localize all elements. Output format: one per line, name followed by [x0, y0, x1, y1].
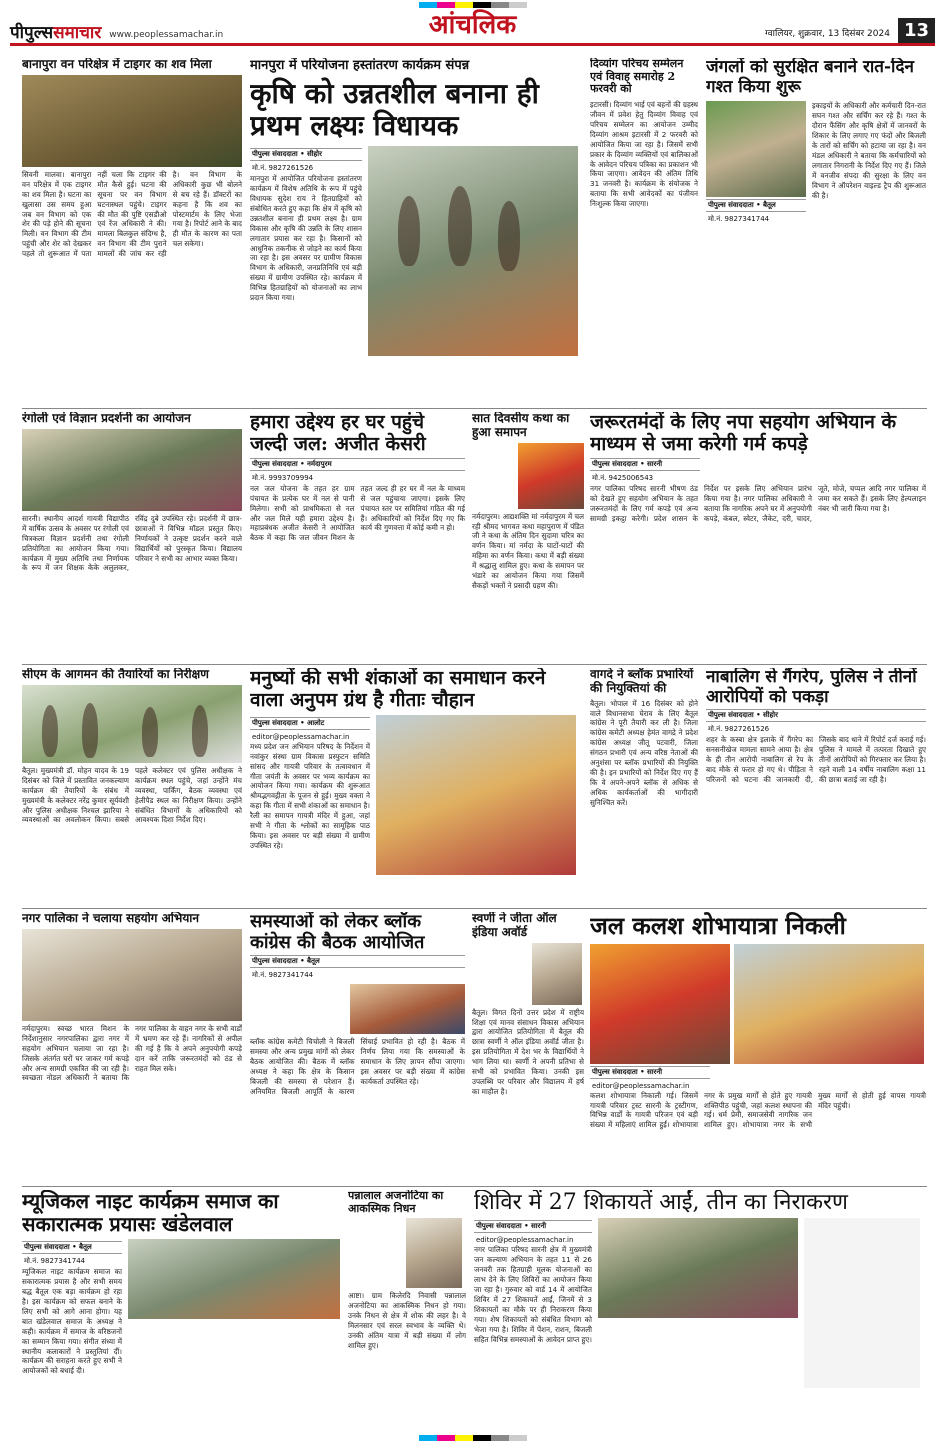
newspaper-logo[interactable]: पीपुल्ससमाचार	[10, 23, 102, 43]
article-nidhan	[348, 1190, 466, 1420]
article-body: ब्लॉक कांग्रेस कमेटी चिचोली ने बिजली समस्या और अन्य प्रमुख मांगों को लेकर बैठक आयोजित की। बैठक में ब्लॉक अध्यक्ष ने कहा कि क्षेत्र के किसान बिजली की समस्या से परेशान हैं। अनियमित बिजली आपूर्ति के कारण सिंचाई प्रभावित हो रही है। बैठक में निर्णय लिया गया कि समस्याओं के समाधान के लिए ज्ञापन सौंपा जाएगा। इस अवसर पर बड़ी संख्या में कांग्रेस कार्यकर्ता उपस्थित रहे।	[250, 1037, 465, 1097]
headline: हमारा उद्देश्य हर घर पहुंचे जल्दी जल: अजीत केसरी	[250, 412, 426, 455]
article-body: नल जल योजना के तहत हर ग्राम पंचायत के प्रत्येक घर में नल से पानी मिलेगा। सभी को प्राथमिकता से नल और जल मिले यही हमारा उद्देश्य है। महाप्रबंधक अजीत केसरी ने आयोजित बैठक में कहा कि जल जीवन मिशन के तहत जल्द ही हर घर में नल के माध्यम से जल पहुंचाया जाएगा। इसके लिए पंचायत स्तर पर समितियां गठित की गई हैं। अधिकारियों को निर्देश दिए गए कि कार्य की गुणवत्ता में कोई कमी न हो।	[250, 483, 465, 543]
article-body: नगर पालिका परिषद सारनी क्षेत्र में मुख्यमंत्री जन कल्याण अभियान के तहत 11 से 26 जनवरी तक हितग्राही मूलक योजनाओं का लाभ देने के लिए शिविरों का आयोजन किया जा रहा है। गुरुवार को वार्ड 14 में आयोजित शिविर में 27 शिकायतें आईं, जिनमें से 3 शिकायतों का मौके पर ही निराकरण किया गया। शेष शिकायतों को संबंधित विभाग को भेजा गया है। शिविर में पेंशन, राशन, बिजली सहित विभिन्न समस्याओं के आवेदन प्राप्त हुए।	[474, 1245, 592, 1344]
kicker: मानपुरा में परियोजना हस्तांतरण कार्यक्रम संपन्न	[250, 58, 470, 73]
rally-photo	[376, 715, 576, 875]
print-registration-marks-bottom	[0, 1435, 945, 1443]
article-body: शहर के कस्बा क्षेत्र इलाके में गैंगरेप का सनसनीखेज मामला सामने आया है। क्षेत्र के ही तीन आरोपी नाबालिग से रेप के बाद मौके से फरार हो गए थे। पीड़िता ने परिजनों को घटना की जानकारी दी, जिसके बाद थाने में रिपोर्ट दर्ज कराई गई। पुलिस ने मामले में तत्परता दिखाते हुए तीनों आरोपियों को गिरफ्तार कर लिया है। रहने वाली 14 वर्षीय नाबालिग कक्षा 11 की छात्रा बताई जा रही है।	[706, 735, 926, 784]
procession-photo-2	[734, 944, 924, 1064]
article-prabhari	[590, 668, 698, 904]
byline: पीपुल्स संवाददाता • सीहोर	[250, 148, 362, 161]
event-photo	[368, 146, 578, 356]
headline: नाबालिग से गैंगरेप, पुलिस ने तीनों आरोपियों को पकड़ा	[706, 668, 917, 707]
mobile-number: मो.नं. 9827341744	[708, 215, 770, 224]
headline: समस्याओं को लेकर ब्लॉक कांग्रेस की बैठक आयोजित	[250, 912, 425, 953]
winner-photo	[532, 943, 582, 1005]
article-kalash	[590, 912, 926, 1182]
article-kapde	[590, 412, 926, 660]
camp-photo	[598, 1218, 798, 1318]
byline: पीपुल्स संवाददाता • सारनी	[590, 1066, 710, 1079]
article-body: मानपुरा में आयोजित परियोजना हस्तांतरण कार्यक्रम में विशेष अतिथि के रूप में पहुंचे विधायक सुदेश राय ने हितग्राहियों को संबोधित करते हुए कहा कि क्षेत्र में कृषि को उन्नतशील बनाना ही प्रथम लक्ष्य है। ग्राम विकास और कृषि की उन्नति के लिए शासन लगातार प्रयास कर रहा है। किसानों को आधुनिक तकनीक से जोड़ने का कार्य किया जा रहा है। इस अवसर पर ग्रामीण विकास विभाग के अधिकारी, जनप्रतिनिधि एवं बड़ी संख्या में ग्रामीण उपस्थित रहे। कार्यक्रम में विभिन्न हितग्राहियों को योजनाओं का लाभ प्रदान किया गया।	[250, 173, 362, 303]
article-forest	[706, 58, 926, 404]
headline: शिविर में 27 शिकायतें आईं, तीन का निराकरण	[474, 1190, 848, 1215]
byline: पीपुल्स संवाददाता • बैतूल	[22, 1241, 122, 1254]
byline: पीपुल्स संवाददाता • बैतूल	[706, 199, 806, 212]
mobile-number: मो.नं. 9425006543	[592, 473, 654, 482]
headline: मनुष्यों की सभी शंकाओं का समाधान करने वाला अनुपम ग्रंथ है गीताः चौहान	[250, 668, 546, 711]
forest-patrol-photo	[706, 101, 806, 197]
article-body: बैतूल। विगत दिनों उत्तर प्रदेश में राष्ट्रीय शिक्षा एवं मानव संसाधन विकास अभियान द्वारा आयोजित प्रतियोगिता में बैतूल की छात्रा स्वर्णी ने ऑल इंडिया अवॉर्ड जीता है। इस प्रतियोगिता में देश भर के विद्यार्थियों ने भाग लिया था। स्वर्णी ने अपनी प्रतिभा से सभी को प्रभावित किया। उनकी इस उपलब्धि पर परिवार और विद्यालय में हर्ष का माहौल है।	[472, 1007, 584, 1097]
mobile-number: मो.नं. 9827341744	[252, 971, 314, 980]
campaign-photo	[22, 929, 242, 1021]
musical-night-photo	[128, 1239, 340, 1319]
article-divyang	[590, 58, 698, 404]
article-body: सारनी। स्थानीय आदर्श गायत्री विद्यापीठ में वार्षिक उत्सव के अवसर पर रंगोली एवं चित्रकला विज्ञान प्रदर्शनी तथा रंगोली प्रतियोगिता का आयोजन किया गया। कार्यक्रम में मुख्य अतिथि तथा निर्णायक के रूप में जन शिक्षक केके अलुलकर, रविंद्र दुबे उपस्थित रहे। प्रदर्शनी में छात्र-छात्राओं ने विभिन्न मॉडल प्रस्तुत किए। निर्णायकों ने उत्कृष्ट प्रदर्शन करने वाले विद्यार्थियों को पुरस्कृत किया। विद्यालय परिवार ने सभी का आभार व्यक्त किया।	[22, 513, 242, 573]
article-congress	[250, 912, 465, 1182]
article-cm	[22, 668, 242, 904]
article-body: इटारसी। दिव्यांग भाई एवं बहनों की ग्रहस्थ जीवन में प्रवेश हेतु दिव्यांग विवाह एवं परिचय सम्मेलन का आयोजन उम्मीद दिव्यांग आश्रम इटारसी में 2 फरवरी को आयोजित किया जा रहा है। जिसमें सभी प्रकार के दिव्यांग व्यक्तियों एवं बालिकाओं के आवेदन परिचय पत्रिका का प्रकाशन भी किया जाएगा। आवेदन की अंतिम तिथि 31 जनवरी है। कार्यक्रम के संयोजक ने बताया कि सभी आवेदकों का पंजीयन निःशुल्क किया जाएगा।	[590, 99, 698, 209]
article-body: नर्मदापुरम। आद्यशक्ति मां नर्मदापुरम में चल रही श्रीमद भागवत कथा महापुराण में पंडित जी ने कथा के अंतिम दिन सुदामा चरित्र का वर्णन किया। मां नर्मदा के घाटों-घाटों की महिमा का वर्णन किया। कथा में बड़ी संख्या में श्रद्धालु शामिल हुए। कथा के समापन पर भंडारे का आयोजन किया गया जिसमें सैकड़ों भक्तों ने प्रसादी ग्रहण की।	[472, 511, 584, 591]
email[interactable]: editor@peoplessamachar.in	[476, 1236, 574, 1245]
headline: जंगलों को सुरक्षित बनाने रात-दिन गश्त किया शुरू	[706, 58, 914, 97]
article-jal	[250, 412, 465, 660]
obituary-photo	[406, 1218, 462, 1288]
article-musical	[22, 1190, 342, 1420]
dateline: ग्वालियर, शुक्रवार, 13 दिसंबर 2024	[765, 29, 890, 39]
inspection-photo	[22, 685, 242, 763]
meeting-photo	[350, 984, 465, 1034]
article-gangrape	[706, 668, 926, 904]
article-award	[472, 912, 584, 1182]
byline: पीपुल्स संवाददाता • सारनी	[474, 1220, 592, 1233]
article-body: मध्य प्रदेश जन अभियान परिषद के निर्देशन में नवांकुर संस्था ग्राम विकास प्रस्फुटन समिति सांसद और गायत्री परिवार के तत्वावधान में गीता जयंती के अवसर पर भव्य कार्यक्रम का आयोजन किया गया। कार्यक्रम की शुरूआत श्रीमद्भगवद्गीता के पूजन से हुई। मुख्य वक्ता ने कहा कि गीता में सभी शंकाओं का समाधान है। रैली का समापन गायत्री मंदिर में हुआ, जहां सभी ने गीता के श्लोकों का सामूहिक पाठ किया। इस अवसर पर बड़ी संख्या में ग्रामीण उपस्थित रहे।	[250, 741, 370, 851]
article-body: नगर पालिका परिषद सारनी भीषण ठंड को देखते हुए सहयोग अभियान के तहत जरूरतमंदों के लिए गर्म कपड़े एवं अन्य सामग्री इकट्ठा करेगी। प्रदेश शासन के निर्देश पर इसके लिए अभियान प्रारंभ किया गया है। नगर पालिका अधिकारी ने बताया कि नागरिक अपने घर में अनुपयोगी कपड़े, कंबल, स्वेटर, जैकेट, दरी, चादर, जूते, मोजे, चप्पल आदि नगर पालिका में जमा कर सकते हैं। इसके लिए हेल्पलाइन नंबर भी जारी किया गया है।	[590, 483, 926, 523]
article-body: सिवनी मालवा। बानापुरा वन परिक्षेत्र में एक टाइगर का शव मिला है। घटना का खुलासा उस समय हुआ जब वन विभाग को एक शेर की पड़े होने की सूचना मिली। वन विभाग की टीम पहुंची और शेर को देखकर पहले तो शुरूआत में पता नहीं चला कि टाइगर की मौत कैसे हुई। घटना की सूचना पर वन विभाग घटनास्थल पहुंचे। टाइगर की मौत की पुष्टि एसडीओ एवं रेंज अधिकारी ने की। मामला बिलकुल संदिग्ध है, वन विभाग की टीम पुराने मामलों की जांच कर रही है। वन विभाग के अधिकारी कुछ भी बोलने से बच रहे हैं। डॉक्टरों का कहना है कि शव का पोस्टमार्टम के लिए भेजा गया है। रिपोर्ट आने के बाद ही मौत के कारण का पता चल सकेगा।	[22, 169, 242, 259]
headline: दिव्यांग परिचय सम्मेलन एवं विवाह समारोह 2 फरवरी को	[590, 58, 684, 96]
article-body: बैतूल। भोपाल में 16 दिसंबर को होने वाले विधानसभा घेराव के लिए बैतूल कांग्रेस ने पूरी तैयारी कर ली है। जिला कांग्रेस कमेटी अध्यक्ष हेमंत वागद्रे ने प्रदेश कांग्रेस अध्यक्ष जीतू पटवारी, जिला संगठन प्रभारी एवं अन्य वरिष्ठ नेताओं की अनुशंसा पर ब्लॉक प्रभारियों की नियुक्ति की है। इन प्रभारियों को निर्देश दिए गए हैं कि वे अपने-अपने ब्लॉक से अधिक से अधिक कार्यकर्ताओं की भागीदारी सुनिश्चित करें।	[590, 698, 698, 807]
article-body: कलश शोभायात्रा निकाली गई। जिसमें गायत्री परिवार ट्रस्ट सारनी के ट्रस्टीगण, विभिन्न वार्डों के गायत्री परिजन एवं बड़ी संख्या में महिलाएं शामिल हुईं। शोभायात्रा नगर के प्रमुख मार्गों से होते हुए गायत्री शक्तिपीठ पहुंची, जहां कलश स्थापना की गई। धर्म प्रेमी, समाजसेवी नागरिक जन शामिल हुए। शोभायात्रा नगर के सभी मुख्य मार्गों से होती हुई वापस गायत्री मंदिर पहुंची।	[590, 1090, 926, 1130]
mobile-number: मो.नं. 9827261526	[252, 163, 314, 172]
article-body: बैतूल। मुख्यमंत्री डॉ. मोहन यादव के 19 दिसंबर को जिले में प्रस्तावित जनकल्याण कार्यक्रम की तैयारियों के संबंध में मुख्यमंत्री के कलेक्टर नरेंद्र कुमार सूर्यवंशी और पुलिस अधीक्षक निश्चल झारिया ने व्यवस्थाओं का अवलोकन किया। सबसे पहले कलेक्टर एवं पुलिस अधीक्षक ने कार्यक्रम स्थल पहुंचे, जहां उन्होंने मंच व्यवस्था, पार्किंग, बैठक व्यवस्था एवं हेलीपैड स्थल का निरीक्षण किया। उन्होंने संबंधित विभागों के अधिकारियों को आवश्यक दिशा निर्देश दिए।	[22, 765, 242, 825]
mobile-number: मो.नं. 9827341744	[24, 1257, 86, 1265]
byline: पीपुल्स संवाददाता • आलोट	[250, 717, 370, 730]
masthead	[10, 10, 935, 46]
article-sahyog	[22, 912, 242, 1182]
section-title: आंचलिक	[428, 10, 517, 40]
procession-photo-1	[590, 944, 730, 1064]
headline: रंगोली एवं विज्ञान प्रदर्शनी का आयोजन	[22, 412, 191, 425]
email[interactable]: editor@peoplessamachar.in	[252, 732, 350, 741]
website-url[interactable]: www.peoplessamachar.in	[109, 30, 224, 40]
headline: नगर पालिका ने चलाया सहयोग अभियान	[22, 912, 200, 925]
article-body: नर्मदापुरम। स्वच्छ भारत मिशन के निर्देशानुसार नगरपालिका द्वारा नगर में सहयोग अभियान चलाया जा रहा है। जिसके अंतर्गत घरों घर जाकर गर्म कपड़े और अन्य सामग्री एकत्रित की जा रही है। स्वच्छता नोडल अधिकारी ने बताया कि नगर पालिका के वाहन नगर के सभी वार्डों में भ्रमण कर रहे हैं। नागरिकों से अपील की गई है कि वे अपने अनुपयोगी कपड़े दान करें ताकि जरूरतमंदों को ठंड से राहत मिल सके।	[22, 1023, 242, 1083]
headline: जल कलश शोभायात्रा निकली	[590, 912, 846, 940]
headline: स्वर्णी ने जीता ऑल इंडिया अवॉर्ड	[472, 912, 557, 939]
byline: पीपुल्स संवाददाता • बैतूल	[250, 955, 465, 968]
headline: पन्नालाल अजनोटिया का आकस्मिक निधन	[348, 1190, 444, 1215]
byline: पीपुल्स संवाददाता • सीहोर	[706, 709, 926, 722]
article-body-continued	[804, 1218, 920, 1388]
article-body: आष्टा। ग्राम किलेरदि निवासी पन्नालाल अजनोटिया का आकस्मिक निधन हो गया। उनके निधन से क्षेत्र में शोक की लहर है। वे मिलनसार एवं सरल स्वभाव के व्यक्ति थे। उनकी अंतिम यात्रा में बड़ी संख्या में लोग शामिल हुए।	[348, 1291, 466, 1350]
article-manpura	[250, 58, 580, 404]
headline: सीएम के आगमन की तैयारियों का निरीक्षण	[22, 668, 209, 681]
email[interactable]: editor@peoplessamachar.in	[592, 1081, 690, 1090]
headline: वागदे ने ब्लॉक प्रभारियों की नियुक्तियां की	[590, 668, 694, 695]
article-rangoli	[22, 412, 242, 660]
headline: म्यूजिकल नाइट कार्यक्रम समाज का सकारात्मक प्रयासः खंडेलवाल	[22, 1190, 279, 1236]
tiger-photo	[22, 75, 242, 167]
byline: पीपुल्स संवाददाता • नर्मदापुरम	[250, 458, 465, 471]
page-number: 13	[898, 18, 935, 43]
exhibition-photo	[22, 429, 242, 511]
headline: कृषि को उन्नतशील बनाना ही प्रथम लक्ष्यः विधायक	[250, 76, 539, 142]
article-gita	[250, 668, 584, 904]
article-tiger	[22, 58, 242, 404]
headline: जरूरतमंदों के लिए नपा सहयोग अभियान के माध्यम से जमा करेगी गर्म कपड़े	[590, 412, 897, 455]
article-body: म्यूजिकल नाइट कार्यक्रम समाज का सकारात्मक प्रयास है और सभी समय बद्ध बैतूल एक बड़ा कार्यक्रम हो रहा है। इस कार्यक्रम को सफल बनाने के लिए सभी को आगे आना होगा। यह बात खंडेलवाल समाज के अध्यक्ष ने कही। कार्यक्रम में समाज के वरिष्ठजनों का सम्मान किया गया। संगीत संध्या में स्थानीय कलाकारों ने प्रस्तुतियां दीं। कार्यक्रम की सराहना करते हुए सभी ने आयोजकों को बधाई दी।	[22, 1267, 122, 1376]
headline: बानापुरा वन परिक्षेत्र में टाइगर का शव मिला	[22, 58, 212, 71]
headline: सात दिवसीय कथा का हुआ समापन	[472, 412, 570, 439]
article-body: इकाइयों के अधिकारी और कर्मचारी दिन-रात सघन गश्त और सर्चिंग कर रहे हैं। गश्त के दौरान फैंसिंग और कृषि क्षेत्रों में जानवरों के शिकार के लिए लगाए गए फंदों और बिजली के तारों को सर्चिंग को हटाया जा रहा है। वन मंडल अधिकारी ने बताया कि कर्मचारियों को लगातार निगरानी के निर्देश दिए गए हैं। जिले में वनजीव संपदा की सुरक्षा के लिए वन विभाग ने ऑपरेशन वाइल्ड ट्रैप की शुरूआत की है।	[812, 101, 926, 200]
article-shivir	[474, 1190, 926, 1420]
byline: पीपुल्स संवाददाता • सारनी	[590, 458, 700, 471]
article-katha	[472, 412, 584, 660]
katha-photo	[518, 443, 584, 509]
mobile-number: मो.नं. 9993709994	[252, 473, 314, 482]
mobile-number: मो.नं. 9827261526	[708, 725, 770, 734]
